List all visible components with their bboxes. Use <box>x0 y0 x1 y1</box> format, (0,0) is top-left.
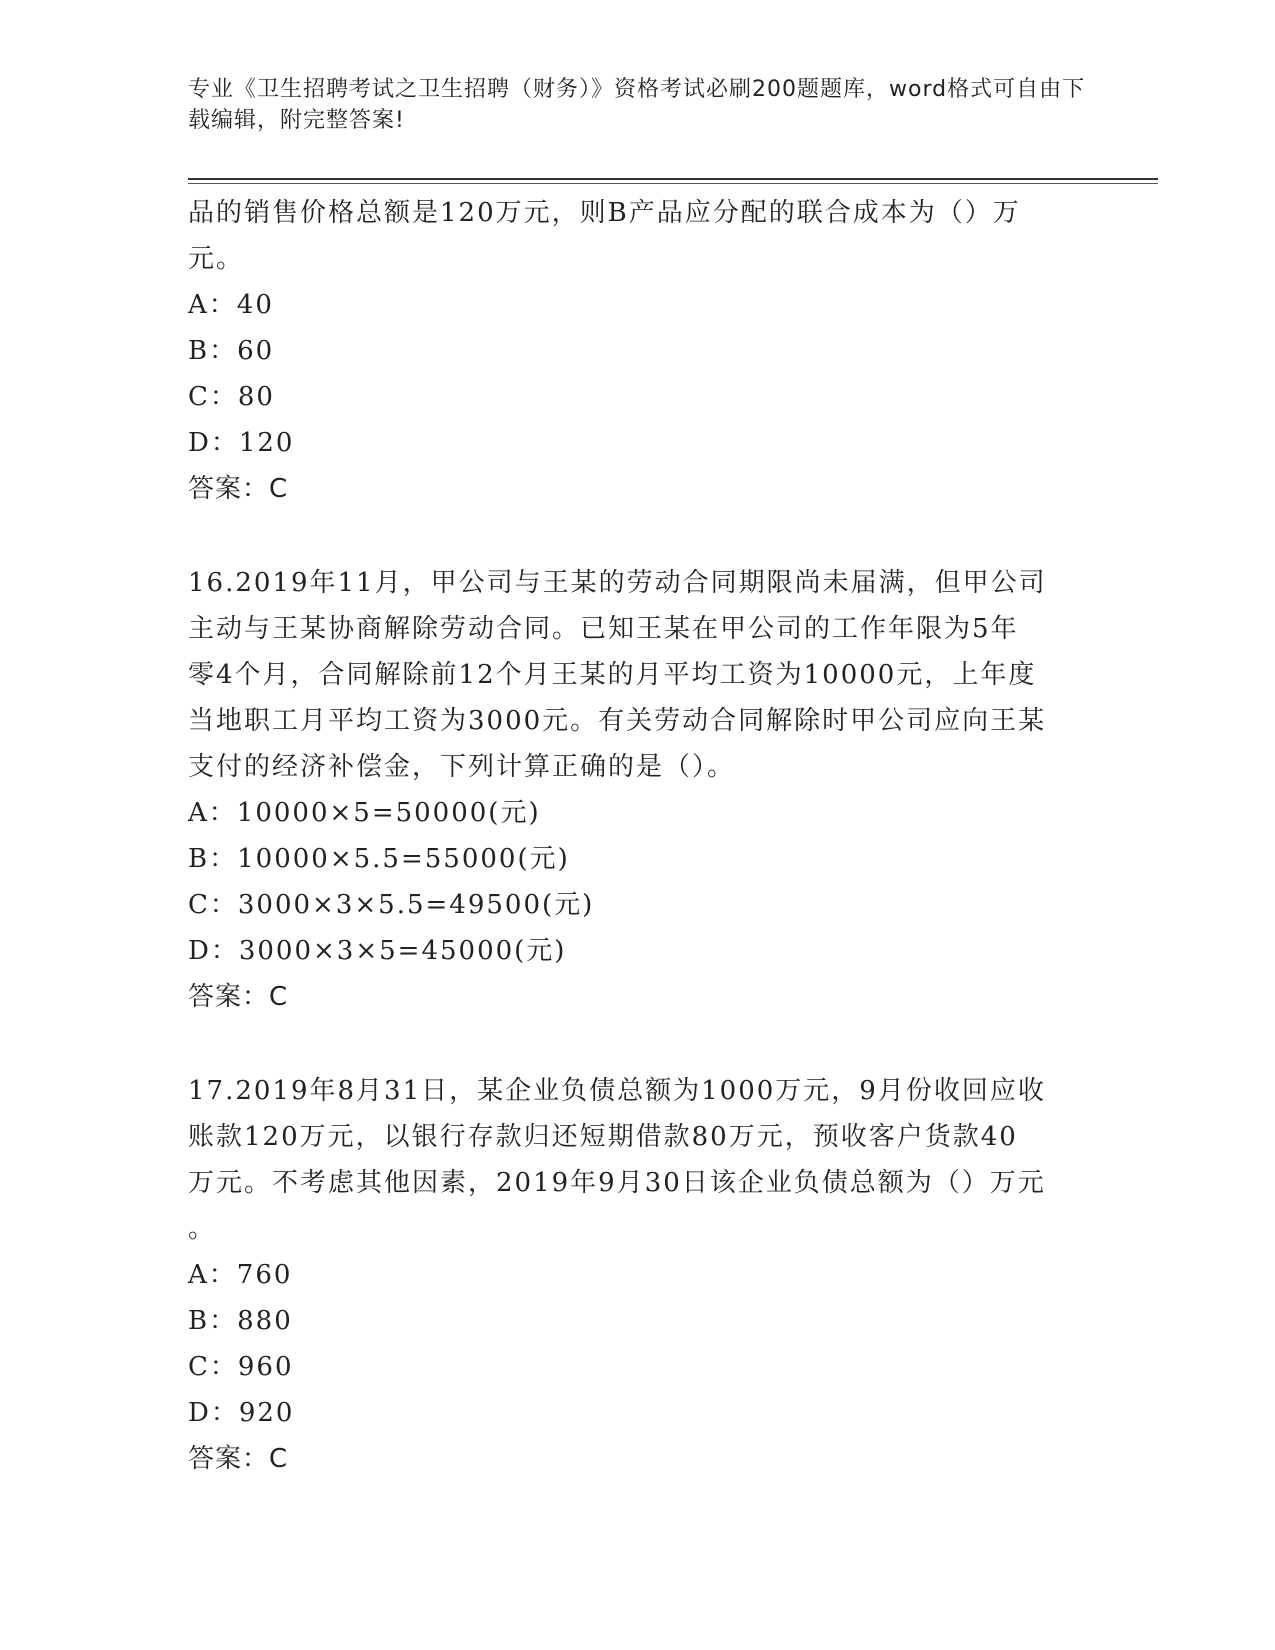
question-stem-line: 当地职工月平均工资为3000元。有关劳动合同解除时甲公司应向王某 <box>188 706 1047 736</box>
question-stem-line: 账款120万元，以银行存款归还短期借款80万元，预收客户货款40 <box>188 1122 1018 1152</box>
option-c: C：960 <box>188 1352 294 1382</box>
question-stem-line: 17.2019年8月31日，某企业负债总额为1000万元，9月份收回应收 <box>188 1076 1046 1106</box>
answer-line: 答案：C <box>188 1444 289 1474</box>
option-b: B：880 <box>188 1306 293 1336</box>
question-stem-line: 支付的经济补偿金，下列计算正确的是（）。 <box>188 752 736 782</box>
option-c: C：3000×3×5.5=49500(元) <box>188 890 595 920</box>
header-title: 专业《卫生招聘考试之卫生招聘（财务）》资格考试必刷200题题库，word格式可自由下载编辑，附完整答案! <box>188 77 1086 133</box>
option-d: D：3000×3×5=45000(元) <box>188 936 567 966</box>
answer-line: 答案：C <box>188 474 289 504</box>
option-a: A：40 <box>188 290 274 320</box>
question-stem-line: 零4个月，合同解除前12个月王某的月平均工资为10000元，上年度 <box>188 660 1037 690</box>
question-stem-line: 主动与王某协商解除劳动合同。已知王某在甲公司的工作年限为5年 <box>188 614 1019 644</box>
question-17 <box>188 1068 1088 1482</box>
question-stem-line: 16.2019年11月，甲公司与王某的劳动合同期限尚未届满，但甲公司 <box>188 568 1047 598</box>
option-b: B：10000×5.5=55000(元) <box>188 844 570 874</box>
option-a: A：760 <box>188 1260 293 1290</box>
answer-line: 答案：C <box>188 982 289 1012</box>
option-d: D：920 <box>188 1398 295 1428</box>
question-16 <box>188 560 1088 1020</box>
option-a: A：10000×5=50000(元) <box>188 798 541 828</box>
question-stem-line: 万元。不考虑其他因素，2019年9月30日该企业负债总额为（）万元 <box>188 1168 1046 1198</box>
option-c: C：80 <box>188 382 275 412</box>
option-b: B：60 <box>188 336 275 366</box>
question-list <box>188 190 1088 1482</box>
header-divider <box>188 178 1158 180</box>
question-stem-line: 元。 <box>188 244 245 274</box>
question-15 <box>188 190 1088 512</box>
page-header <box>188 74 1088 136</box>
question-stem-line: 。 <box>188 1214 217 1244</box>
question-stem-line: 品的销售价格总额是120万元，则B产品应分配的联合成本为（）万 <box>188 198 1021 228</box>
option-d: D：120 <box>188 428 295 458</box>
header-divider-thin <box>188 183 1158 184</box>
